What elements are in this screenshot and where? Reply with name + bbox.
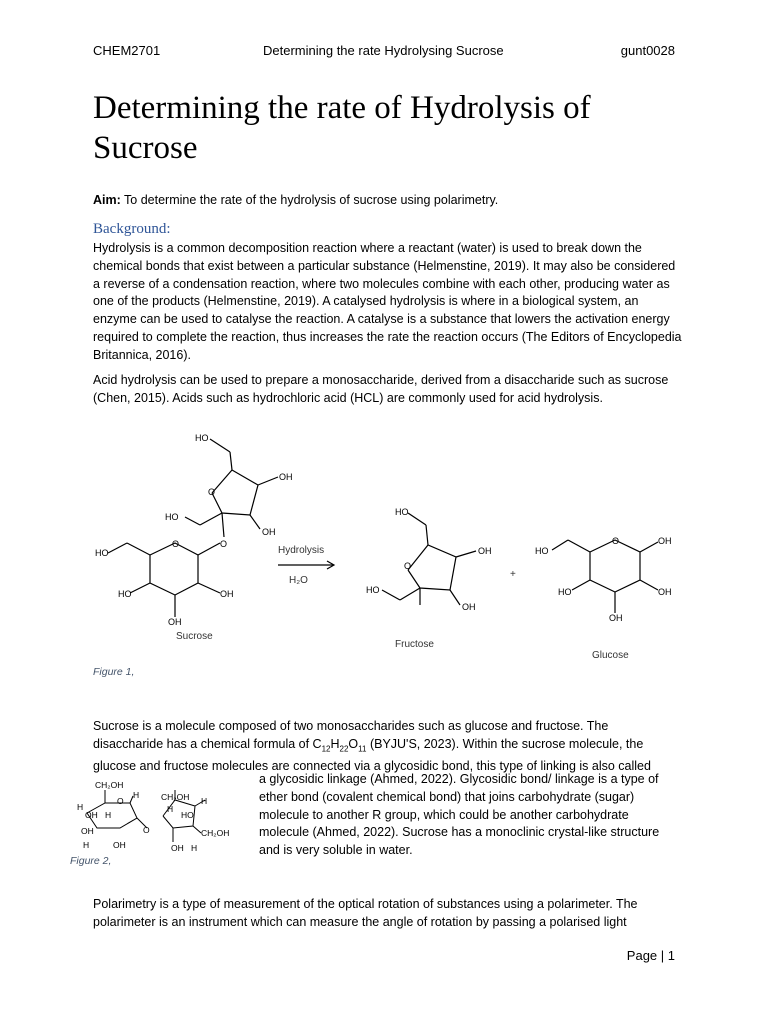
page-number: Page | 1 [626, 948, 675, 963]
atom-label: HO [535, 546, 549, 556]
arrow-label-hydrolysis: Hydrolysis [278, 545, 325, 556]
label-fructose: Fructose [395, 639, 434, 650]
page-title: Determining the rate of Hydrolysis of Sucrose [93, 90, 591, 166]
header-doc-title: Determining the rate Hydrolysing Sucrose [263, 43, 504, 58]
atom-label: OH [279, 472, 293, 482]
atom-label: HO [95, 548, 109, 558]
atom-label: HO [181, 810, 194, 820]
label-sucrose: Sucrose [176, 631, 213, 642]
atom-label: OH [478, 546, 492, 556]
paragraph-sucrose-line2: disaccharide has a chemical formula of C [93, 736, 322, 751]
atom-label: CH₂OH [161, 792, 190, 802]
label-glucose: Glucose [592, 650, 629, 661]
atom-label: CH₂OH [95, 780, 124, 790]
atom-label: H [133, 790, 140, 800]
atom-label: HO [395, 507, 409, 517]
plus-sign: + [510, 569, 516, 580]
atom-label: H [83, 840, 90, 850]
atom-label: HO [558, 587, 572, 597]
atom-label: OH [171, 843, 184, 853]
atom-label: H [201, 796, 208, 806]
atom-label: OH [81, 826, 94, 836]
atom-label: HO [118, 589, 132, 599]
paragraph-acid-hydrolysis: Acid hydrolysis can be used to prepare a monosaccharide, derived from a disaccharide such as sucrose (Chen, 2015). Acids such as hydrochloric acid (HCL) are commonly used for acid hydrolysis. [93, 373, 669, 405]
paragraph-hydrolysis: Hydrolysis is a common decomposition reaction where a reactant (water) is used to break down the chemical bonds that exist between a particular substance (Helmenstine, 2019). It may also be considered a reverse of a condensation reaction, where two molecules combine with each other, producing water as one of the products (Helmenstine, 2019). A catalysed hydrolysis is where in a biological system, an enzyme can be used to catalyse the reaction. A catalyse is a substance that lowers the activation energy required to complete the reaction, thus increases the rate the reaction occurs (The Editors of Encyclopedia Britannica, 2016). [93, 241, 682, 362]
atom-label: OH [609, 613, 623, 623]
figure-1-caption: Figure 1, [93, 666, 135, 678]
atom-label: H [105, 810, 112, 820]
paragraph-sucrose-line2-end: (BYJU'S, 2023). Within the sucrose molecule, the [366, 736, 644, 751]
formula-o: O [348, 736, 359, 751]
atom-label: OH [168, 617, 182, 627]
atom-label: O [404, 561, 412, 571]
aim-text: To determine the rate of the hydrolysis of sucrose using polarimetry. [120, 193, 499, 207]
aim-line [93, 193, 498, 207]
atom-label: H [77, 802, 84, 812]
paragraph-polarimetry: Polarimetry is a type of measurement of the optical rotation of substances using a polarimeter. The polarimeter is an instrument which can measure the angle of rotation by passing a polarised light [93, 897, 638, 929]
paragraph-sucrose-line1: Sucrose is a molecule composed of two monosaccharides such as glucose and fructose. The [93, 719, 609, 733]
formula-subscript: 11 [358, 744, 367, 754]
atom-label: O [208, 487, 216, 497]
header-course-code: CHEM2701 [93, 43, 161, 58]
atom-label: HO [195, 433, 209, 443]
atom-label: O [220, 539, 228, 549]
atom-label: H [167, 804, 174, 814]
formula-subscript: 22 [339, 744, 349, 754]
paragraph-glycosidic-bond: a glycosidic linkage (Ahmed, 2022). Glycosidic bond/ linkage is a type of ether bond (covalent chemical bond) that joins carbohydrate (sugar) molecule to another R group, which could be another carbohydrate molecule (Ahmed, 2022). Sucrose has a monoclinic crystal-like structure and is very soluble in water. [259, 772, 660, 858]
aim-label: Aim: [93, 193, 121, 207]
atom-label: HO [165, 512, 179, 522]
atom-label: O [117, 796, 124, 806]
paragraph-sucrose [93, 718, 683, 776]
atom-label: HO [366, 585, 380, 595]
figure-2-caption: Figure 2, [70, 855, 112, 867]
atom-label: OH [658, 587, 672, 597]
atom-label: OH [85, 810, 98, 820]
paragraph-sucrose-line3: glucose and fructose molecules are connected via a glycosidic bond, this type of linking is also called [93, 759, 651, 774]
atom-label: OH [658, 536, 672, 546]
atom-label: OH [462, 602, 476, 612]
atom-label: O [143, 825, 150, 835]
formula-subscript: 12 [321, 744, 331, 754]
atom-label: OH [113, 840, 126, 850]
figure-2-sucrose-structure [75, 778, 255, 858]
atom-label: CH₂OH [201, 828, 230, 838]
atom-label: OH [262, 527, 276, 537]
figure-1-hydrolysis-diagram [90, 425, 690, 665]
background-heading: Background: [93, 221, 171, 237]
header-student-id: gunt0028 [620, 43, 675, 58]
atom-label: OH [220, 589, 234, 599]
atom-label: O [172, 539, 180, 549]
formula-h: H [330, 736, 340, 751]
atom-label: O [612, 536, 620, 546]
atom-label: H [191, 843, 198, 853]
arrow-label-water: H₂O [289, 575, 308, 586]
